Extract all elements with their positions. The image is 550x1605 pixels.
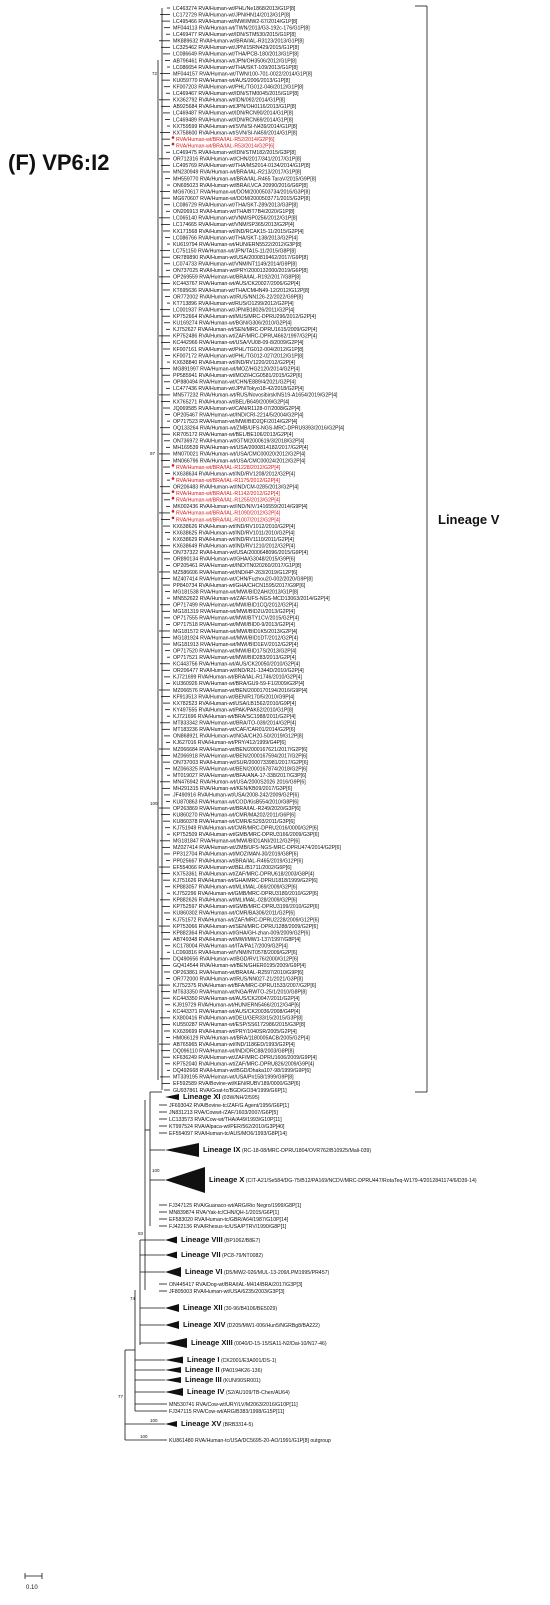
lineage-representatives: (BP1062/B8E7) [222,1238,261,1244]
taxon-label: OP205461 RVA/Human-wt/IND/TN020260/2017/G1P[8] [173,563,302,570]
collapsed-clade-triangle [165,1267,181,1277]
highlight-marker [172,136,175,139]
highlighted-taxon-label: RVA/Human-wt/BRA/IAL-R52/2014/G2P[6] [176,136,275,143]
taxon-label: PP840734 RVA/Human-wt/GHA/CHCN1595/2017/G9P[6] [173,582,306,589]
collapsed-clade-triangle [165,1252,177,1259]
lineage-representatives: (30-96/B4106/BE5029) [222,1306,278,1312]
lineage-name: Lineage XII [183,1303,223,1312]
taxon-label: KP752664 RVA/Human-wt/MUS/MRC-DPRU296/2012/G2P[4] [173,314,316,321]
bootstrap-value: 100 [150,801,158,806]
taxon-label: EF592589 RVA/Bovine-wt/KEN/RUBV189/0000/G3P[6] [173,1081,300,1088]
highlight-marker [172,143,175,146]
taxon-label: KF913513 RVA/Human-wt/BEN/R170/5/2010/G9P[4] [173,694,295,701]
highlighted-taxon-label: RVA/Human-wt/BRA/IAL-R1228/2012/G2P[4] [176,464,281,471]
taxon-label: KU619794 RVA/Human-wt/HUN/ERN5522/2012/G3P[8] [173,241,302,248]
taxon-label: KP752597 RVA/Human-wt/GMB/MRC-DPRU3199/2010/G2P[6] [173,904,319,911]
taxon-label: KT695636 RVA/Human-wt/THA/CMHN49-12/2012/G12P[8] [173,287,310,294]
taxon-label: MZ066576 RVA/Human-wt/BEN/2000170194/2016/G9P[4] [173,687,308,694]
collapsed-clade-triangle [165,1421,177,1427]
bootstrap-value: 100 [140,1434,148,1439]
collapsed-lineage-label [185,1267,329,1276]
taxon-label: KX171568 RVA/Human-wt/IND/RCAK15-11/2015/G2P[4] [173,228,304,235]
taxon-label: MG670607 RVA/Human-wt/DOM/2000503771/2015/G3P[8] [173,195,310,202]
taxon-label: GU937861 RVA/Goat-tc/BGD/GO34/1999/G6P[1] [173,1087,287,1094]
taxon-label: KC443350 RVA/Human-wt/AUS/CK20047/2011/G2P[4] [173,995,300,1002]
lineage-name: Lineage XV [181,1419,222,1428]
taxon-label: KX638840 RVA/Human-wt/IND/RV1220/2012/G2P[4] [173,359,295,366]
taxon-label: OR206477 RVA/Human-wt/IND/R21-1344D/2010/G2P[4] [173,668,304,675]
taxon-label: OP269559 RVA/Human-wt/BRA/IAL-R192/2017/G8P[8] [173,274,301,281]
taxon-label: LC469475 RVA/Human-wt/IDN/STM182/2015/G3P[8] [173,150,296,157]
taxon-label: KU860302 RVA/Human-wt/CMR/BA306/2011/G2P[6] [173,910,295,917]
lineage-representatives: (D5/MW2-026/MUL-13-209/LPM1995/PR457) [222,1270,330,1276]
taxon-label: JQ069585 RVA/Human-wt/CAN/R1128-07/2008/G2P[4] [173,405,301,412]
taxon-label: MH559770 RVA/Human-wt/BRA/IAL-R465 TaraV/2015/G9P[8] [173,176,317,183]
lineage-name: Lineage XIII [191,1338,233,1347]
collapsed-lineage-label [187,1387,290,1396]
taxon-label: KU860270 RVA/Human-wt/CMR/MA202/2011/G6P[6] [173,812,296,819]
lineage-name: Lineage XIV [183,1320,226,1329]
taxon-label: MG181924 RVA/Human-wt/MWI/BID1DT/2012/G2P[4] [173,635,298,642]
taxon-label: KU360926 RVA/Human-wt/BRA/GU9-59-F1/2009/G2P[4] [173,681,305,688]
taxon-label: KJ752375 RVA/Human-wt/BFA/MRC-DPRU1533/2007/G2P[6] [173,982,317,989]
taxon-label: OP717518 RVA/Human-wt/MWI/BID0-9/2013/G2P[4] [173,622,295,629]
collapsed-clade-triangle [165,1304,179,1312]
highlight-marker [172,464,175,467]
taxon-label: LC469477 RVA/Human-wt/IDN/STM530/2015/G1P[8] [173,32,296,39]
taxon-label: KF007203 RVA/Human-wt/PHL/TG012-046/2012/G1P[8] [173,84,304,91]
taxon-label: PP025667 RVA/Human-wt/BRA/IAL-R465/2019/G12P[6] [173,858,303,865]
taxon-label: KP883057 RVA/Human-wt/MLI/MAL-069/2009/G2P[6] [173,884,298,891]
collapsed-clade-triangle [165,1143,199,1157]
taxon-label: LC495466 RVA/Human-wt/MWI/MW2-67/2014/G1P[8] [173,18,298,25]
taxon-label: HM066129 RVA/Human-wt/BRA/1180005ACB/2005/G2P[4] [173,1035,310,1042]
taxon-label: OR206483 RVA/Human-wt/IND/CM-0285/2013/G2P[4] [173,484,299,491]
lineage-name: Lineage IX [203,1145,241,1154]
taxon-label: LC463274 RVA/Human-wt/PHL/Ne1868/2013/G1P[8] [173,5,296,12]
collapsed-lineage-label [187,1355,277,1364]
taxon-label: EF554066 RVA/Human-wt/BEL/B1711/2002/G6P[6] [173,864,292,871]
taxon-label: OR890134 RVA/Human-wt/GHA/G3048/2015/G9P[6] [173,556,296,563]
lineage-representatives: (PC8-79/NT0082) [220,1253,263,1259]
taxon-label: KC443756 RVA/Human-wt/AUS/CK20050/2010/G2P[4] [173,661,300,668]
lineage-name: Lineage VI [185,1267,223,1276]
collapsed-lineage-label [181,1419,253,1428]
taxon-label: KX800416 RVA/Human-wt/DEU/GER33/15/2015/G3P[8] [173,1015,303,1022]
taxon-label: KJ627016 RVA/Human-wt/PRY/412/1999/G4P[6] [173,740,286,747]
collapsed-lineage-label [183,1320,320,1329]
taxon-label: MG181913 RVA/Human-wt/MWI/BID1EV/2012/G2P[4] [173,641,298,648]
bootstrap-value: 77 [118,1394,124,1399]
taxon-label: MZ066325 RVA/Human-wt/BEN/2000167874/2018/G2P[6] [173,766,308,773]
taxon-label: LC086729 RVA/Human-wt/THA/SKT-289/2013/G3P[8] [173,202,298,209]
taxon-label: JF490916 RVA/Human-wt/USA/2008-242/2009/G2P[6] [173,792,299,799]
taxon-label: AB749348 RVA/Human-wt/MWI/MW1-137/1997/G8P[4] [173,936,301,943]
taxon-label: KP753066 RVA/Human-wt/SEN/MRC-DPRU1288/2009/G2P[6] [173,923,318,930]
taxon-label: KP752040 RVA/Human-wt/ZAF/MRC-DPRU826/2009/G9P[4] [173,1061,315,1068]
taxon-label: KT997524 RVA/Alpaca-wt/PER/562/2010/G3P[40] [169,1123,285,1130]
taxon-label: KX758600 RVA/Human-wt/SVN/SI-N459/2014/G1P[8] [173,130,298,137]
taxon-label: KX638649 RVA/Human-wt/IND/RV1210/2012/G2P[4] [173,543,295,550]
collapsed-clade-triangle [165,1167,205,1193]
panel-title: (F) VP6:I2 [8,150,110,175]
lineage-name: Lineage I [187,1355,220,1364]
taxon-label: LC477436 RVA/Human-wt/JPN/Tokyo18-42/2018/G2P[4] [173,386,304,393]
taxon-label: KP882364 RVA/Human-wt/GHA/GH-zhan-009/2009/G2P[6] [173,930,310,937]
lineage-representatives: (CK2001/E3A001/DS-1) [219,1358,277,1364]
lineage-representatives: (KUN/90SR001) [221,1378,261,1384]
taxon-label: MF044157 RVA/Human-wt/TWN/100-701-0022/2014/G1P[8] [173,71,313,78]
taxon-label: LC469487 RVA/Human-wt/IDN/RCN90/2014/G1P[8] [173,110,294,117]
taxon-label: KU861480 RVA/Human-tc/USA/DC5695-20-AO/1991/G1P[8] outgroup [169,1437,331,1444]
taxon-label: MZ407414 RVA/Human-wt/CHN/Fuzhou20-002/2020/G9P[8] [173,576,313,583]
taxon-label: KY497555 RVA/Human-wt/PAK/PAK62/2010/G1P[8] [173,707,294,714]
taxon-label: OP717555 RVA/Human-wt/MWI/BTY1CV/2015/G2P[4] [173,615,299,622]
taxon-label: KP882626 RVA/Human-wt/MLI/MAL-028/2009/G2P[6] [173,897,298,904]
taxon-label: LC325462 RVA/Human-wt/JPN/15RN429/2015/G1P[8] [173,45,299,52]
taxon-label: MZ586606 RVA/Human-wt/IND/HP-263/2019/G12P[6] [173,569,298,576]
taxon-label: LC065140 RVA/Human-wt/VNM/SP0256/2012/G1P[8] [173,215,298,222]
taxon-label: MN476942 RVA/Human-wt/USA/2000S2026 2016/G9P[6] [173,779,306,786]
taxon-label: MF044113 RVA/Human-wt/TWN/2013/G3-192c-176/G1P[8] [173,25,310,32]
taxon-label: LC751150 RVA/Human-wt/JPN/TA15-11/2015/G8P[8] [173,248,296,255]
collapsed-clade-triangle [165,1377,181,1383]
highlighted-taxon-label: RVA/Human-wt/BRA/IAL-R1255/2013/G2P[4] [176,497,281,504]
taxon-label: MT019027 RVA/Human-wt/BFA/ANA-17-338/2017/G3P[6] [173,773,307,780]
collapsed-clade-triangle [165,1357,183,1364]
taxon-label: KC442966 RVA/Human-wt/USA/VU08-09-8/2009/G2P[4] [173,340,304,347]
taxon-label: KX639699 RVA/Human-wt/PRY/1040SR/2005/G2P[4] [173,1028,297,1035]
taxon-label: MT633350 RVA/Human-wt/NGA/RWTO-25/1/2010/G8P[8] [173,989,307,996]
bootstrap-value: 100 [152,1168,160,1173]
scale-bar-label: 0.10 [26,1585,38,1591]
taxon-label: MG181572 RVA/Human-wt/MWI/BID1K5/2013/G2P[4] [173,628,298,635]
lineage-name: Lineage XI [183,1092,221,1101]
taxon-label: KX638634 RVA/Human-wt/IND/RV1208/2012/G2P[4] [173,471,295,478]
highlighted-taxon-label: RVA/Human-wt/BRA/IAL-R53/2014/G2P[6] [176,143,275,150]
lineage-representatives: (PA0194K26-136) [219,1368,263,1374]
lineage-representatives: (0040/D-15-15/SA11-N2/Dai-10/N17-46) [232,1341,327,1347]
taxon-label: MG891997 RVA/Human-wt/MOZ/HG2120/2014/G2P[4] [173,366,300,373]
taxon-label: MZ066684 RVA/Human-wt/BEN/2000167621/2017/G2P[6] [173,746,308,753]
taxon-label: KP752486 RVA/Human-wt/ZAF/MRC-DPRU4662/1997/G2P[4] [173,333,317,340]
collapsed-lineage-label [185,1375,261,1384]
collapsed-lineage-label [185,1365,262,1374]
collapsed-lineage-label [191,1338,327,1347]
taxon-label: KJ752627 RVA/Human-wt/SEN/MRC-DPRU1615/2009/G2P[4] [173,327,317,334]
taxon-label: OR772002 RVA/Human-wt/RUS/NN126-22/2022/G9P[8] [173,294,303,301]
taxon-label: ON695023 RVA/Human-wt/BRA/LVCA 20990/2016/G6P[8] [173,182,308,189]
taxon-label: KF636249 RVA/Human-wt/ZAF/MRC-DPRU1606/2009/G9P[4] [173,1055,317,1062]
collapsed-lineage-label [181,1235,260,1244]
taxon-label: MK002436 RVA/Human-wt/IND/NIV/1416559/2014/G9P[4] [173,504,308,511]
taxon-label: AB765965 RVA/Human-wt/IND/1186ED/1993/G2P[4] [173,1041,295,1048]
taxon-label: ON737322 RVA/Human-wt/USA/2000648096/2015/G9P[4] [173,550,308,557]
taxon-label: AB925684 RVA/Human-wt/JPN/OH0116/2013/G1P[8] [173,104,297,111]
lineage-representatives: (RC-18-08/MRC-DPRU1804/OVR762/B10925/Mali-039) [240,1148,372,1154]
taxon-label: DQ490656 RVA/Human-wt/BGD/RV176/2000/G12P[6] [173,956,299,963]
taxon-label: KR705172 RVA/Human-wt/BEL/BE106/2013/G2P[4] [173,432,294,439]
taxon-label: MN552622 RVA/Human-wt/ZAF/UFS-NGS-MCD13063/2014/G2P[4] [173,595,330,602]
taxon-label: MN577232 RVA/Human-wt/RUS/Novosibirsk/NS19-A1654/2019/G2P[4] [173,392,338,399]
bootstrap-value: 100 [150,1418,158,1423]
collapsed-lineage-label [209,1175,477,1184]
highlighted-taxon-label: RVA/Human-wt/BRA/IAL-R1090/2012/G2P[4] [176,510,281,517]
bootstrap-value: 72 [152,71,158,76]
taxon-label: MG181319 RVA/Human-wt/MWI/BID2U/2013/G2P[4] [173,609,295,616]
taxon-label: OP717523 RVA/Human-wt/MWI/BID2QF/2014/G2P[4] [173,418,298,425]
taxon-label: KC178004 RVA/Human-wt/ITA/PA17/2009/G2P[4] [173,943,288,950]
taxon-label: OP263869 RVA/Human-wt/BRA/IAL-R249/2020/G3P[6] [173,805,301,812]
bootstrap-value: 97 [150,451,156,456]
collapsed-lineage-label [181,1250,263,1259]
taxon-label: OP717520 RVA/Human-wt/MWI/BID17S/2013/G2P[4] [173,648,297,655]
collapsed-lineage-label [203,1145,371,1154]
taxon-label: KJ752296 RVA/Human-wt/GMB/MRC-DPRU3180/2010/G2P[6] [173,891,319,898]
taxon-label: OP717521 RVA/Human-wt/MWI/BID283/2013/G2P[4] [173,655,296,661]
taxon-label: DQ492668 RVA/Human-wt/BGD/Dhaka107-98/1999/G9P[6] [173,1068,311,1075]
taxon-label: KJ721696 RVA/Human-wt/BRA/SC1988/2011/G2P[4] [173,714,296,721]
taxon-label: KU860378 RVA/Human-wt/CMR/ES293/2011/G3P[6] [173,818,295,825]
taxon-label: KX362792 RVA/Human-wt/IDN/092/2014/G1P[8] [173,97,285,104]
lineage-v-label: Lineage V [438,512,500,527]
taxon-label: ON868921 RVA/Human-wt/NGA/CH20-50/2019/G12P[8] [173,733,304,740]
taxon-label: KX638625 RVA/Human-wt/IND/RV1011/2010/G2P[4] [173,530,295,537]
taxon-label: MZ027414 RVA/Human-wt/ZMB/UFS-NGS-MRC-DPRU474/2014/G2P[6] [173,845,341,852]
taxon-label: MN230949 RVA/Human-wt/BRA/IAL-R213/2017/G1P[8] [173,169,302,176]
taxon-label: MH169539 RVA/Human-wt/USA/2000814182/2017/G2P[4] [173,445,309,452]
taxon-label: KC443767 RVA/Human-wt/AUS/CK20027/2006/G2P[4] [173,281,300,288]
taxon-label: LC086766 RVA/Human-wt/THA/SKT-138/2013/G2P[4] [173,235,298,242]
taxon-label: LC133573 RVA/Cow-wt/THA/A49/1993/G10P[11] [169,1116,282,1123]
taxon-label: MG181538 RVA/Human-wt/MWI/BID2AH/2013/G1P[8] [173,589,299,596]
taxon-label: KT713896 RVA/Human-wt/RUS/O1299/2012/G2P[4] [173,300,294,307]
collapsed-clade-triangle [165,1388,183,1396]
taxon-label: KX782523 RVA/Human-wt/USA/LB1562/2010/G9P[4] [173,700,296,707]
taxon-label: KU870863 RVA/Human-wt/COD/KisB554/2010/G8P[6] [173,799,299,806]
taxon-label: OP205467 RVA/Human-wt/IND/CRI-2214/5/2004/G2P[4] [173,412,304,419]
taxon-label: KX753361 RVA/Human-wt/ZAF/MRC-DPRU618/2003/G8P[4] [173,871,315,878]
taxon-label: KX638626 RVA/Human-wt/IND/RV1012/2010/G2P[4] [173,523,295,530]
taxon-label: ON736972 RVA/Human-wt/GTM/2000619/3/2018/G2P[4] [173,438,305,445]
taxon-label: DQ096110 RVA/Human-wt/IND/DRC88/2003/G8P[8] [173,1048,294,1055]
taxon-label: LC469467 RVA/Human-wt/IDN/STM0045/2015/G1P[8] [173,91,299,98]
taxon-label: OR772000 RVA/Human-wt/RUS/NN027-21/2021/G3P[8] [173,976,303,983]
lineage-representatives: (BRB3314-5) [221,1422,254,1428]
taxon-label: OP263861 RVA/Human-wt/BRA/IAL-R2597/2010/G9P[6] [173,969,304,976]
taxon-label: ON737025 RVA/Human-wt/PRY/2000132000/2019/G6P[8] [173,268,308,275]
taxon-label: KC443371 RVA/Human-wt/AUS/CK20036/2008/G4P[4] [173,1009,300,1016]
taxon-label: LC086654 RVA/Human-wt/THA/SKT-109/2013/G1P[8] [173,64,298,71]
taxon-label: KF007161 RVA/Human-wt/PHL/TG012-004/2012/G1P[8] [173,346,304,353]
highlight-marker [172,517,175,520]
taxon-label: OQ133264 RVA/Human-wt/ZMB/UFS-NGS-MRC-DPRU9393/2016/G2P[4] [173,425,345,432]
lineage-name: Lineage II [185,1365,220,1374]
highlight-marker [172,477,175,480]
lineage-name: Lineage X [209,1175,245,1184]
taxon-label: MG181847 RVA/Human-wt/MWI/BID1ANI/2012/G2P[6] [173,838,300,845]
highlight-marker [172,497,175,500]
taxon-label: KJ721699 RVA/Human-wt/BRA/IAL-R1746/2010/G2P[4] [173,674,302,681]
highlight-marker [172,510,175,513]
taxon-label: MN066796 RVA/Human-wt/USA/CMC00024/2012/G2P[4] [173,458,306,465]
taxon-label: LC469489 RVA/Human-wt/IDN/RCN69/2014/G1P[8] [173,117,294,124]
taxon-label: KP752509 RVA/Human-wt/GMB/MRC-DPRU3166/2009/G3P[6] [173,832,319,839]
taxon-label: MH291315 RVA/Human-wt/KEN/KB09/2017/G3P[6] [173,786,292,793]
taxon-label: LC086649 RVA/Human-wt/THA/PCB-180/2013/G1P[8] [173,51,299,58]
taxon-label: ON737003 RVA/Human-wt/SUR/2000733981/2017/G2P[6] [173,759,309,766]
lineage-name: Lineage VII [181,1250,221,1259]
taxon-label: KX759599 RVA/Human-wt/SVN/SI-N439/2014/G1P[8] [173,123,298,130]
bootstrap-value: 74 [130,1296,136,1301]
taxon-label: ON206913 RVA/Human-wt/THA/BT7B4/2020/G1P[8] [173,209,295,216]
collapsed-clade-triangle [165,1237,177,1244]
taxon-label: OR789890 RVA/Human-wt/USA/2000819462/2017/G9P[8] [173,254,308,261]
highlight-marker [172,490,175,493]
taxon-label: FJ347125 RVA/Guanaco-wt/ARG/Rio Negro/1999/G8P[1] [169,1202,302,1209]
taxon-label: JN831213 RVA/Cowwt-/ZAF/1603/2007/G6P[5] [169,1109,278,1116]
taxon-label: KJ919729 RVA/Human-wt/HUN/ERN5466/2012/G4P[6] [173,1002,301,1009]
collapsed-lineage-label [183,1303,277,1312]
bootstrap-value: 93 [138,1231,144,1236]
taxon-label: LC060816 RVA/Human-wt/VNM/NT0578/2009/G2P[6] [173,950,298,957]
taxon-label: KF007172 RVA/Human-wt/PHL/TG012-027/2012/G1P[8] [173,353,304,360]
taxon-label: FJ347115 RVA/Cow-wt/ARG/B383/1998/G15P[11] [169,1408,285,1415]
taxon-label: MN070021 RVA/Human-wt/USA/CMC00020/2012/G2P[4] [173,451,306,458]
taxon-label: PP585941 RVA/Human-wt/MOZ/HCG0581/2015/G2P[6] [173,373,302,380]
taxon-label: LC174665 RVA/Human-wt/VNM/SP365/2013/G2P[4] [173,222,295,229]
taxon-label: MG670617 RVA/Human-wt/DOM/2000503734/2016/G3P[8] [173,189,310,196]
collapsed-clade-triangle [165,1321,179,1329]
lineage-name: Lineage III [185,1375,222,1384]
taxon-label: KX765271 RVA/Human-wt/BEL/B649/2009/G2P[4] [173,399,290,406]
taxon-label: KJ751626 RVA/Human-wt/GHA/MRC-DPRU1818/1999/G2P[6] [173,877,318,884]
taxon-label: KU059770 RVA/Human-wt/AUS/2006/2013/G1P[8] [173,77,290,84]
lineage-representatives: (CIT-A21/Se584/DG-75/B12/PA169/NCDV/MRC-DPRU447/RotaTeq-W179-4/2012841174/6/D39-14) [244,1178,477,1184]
taxon-label: MN530741 RVA/Cow-wt/URY/LV/M2063/2016/G10P[11] [169,1401,298,1408]
lineage-name: Lineage IV [187,1387,225,1396]
taxon-label: LC172729 RVA/Human-wt/JPN/HN14/2013/G1P[8] [173,12,291,19]
taxon-label: PP312704 RVA/Human-wt/MOZ/MAN-30/2019/G8P[6] [173,851,298,858]
highlighted-taxon-label: RVA/Human-wt/BRA/IAL-R1175/2012/G2P[4] [176,477,280,484]
taxon-label: MT833342 RVA/Human-wt/BRA/TO-039/2014/G2P[4] [173,720,297,727]
taxon-label: KU169274 RVA/Human-wt/BGN/G306/2010/G2P[4] [173,320,292,327]
lineage-representatives: (S2/AU109/TB-Chen/AU64) [224,1390,290,1396]
taxon-label: MT183236 RVA/Human-wt/CAF/CAR01/2014/G2P[6] [173,727,296,734]
highlighted-taxon-label: RVA/Human-wt/BRA/IAL-R1142/2012/G2P[4] [176,491,280,498]
taxon-label: MK889632 RVA/Human-wt/BRA/IAL-R3123/2013/G1P[8] [173,38,304,45]
taxon-label: MN839874 RVA/Yak-tc/CHN/QH-1/2015/G6P[1] [169,1209,279,1216]
taxon-label: MT339195 RVA/Human-wt/USA/Pn158/1999/G9P[8] [173,1074,294,1081]
taxon-label: EF583020 RVA/Human-tc/GBR/A64/1987/G10P[14] [169,1216,289,1223]
taxon-label: KX638629 RVA/Human-wt/IND/RV1110/2011/G2P[4] [173,536,294,543]
taxon-label: KJ751949 RVA/Human-wt/CMR/MRC-DPRU2016/0000/G2P[6] [173,825,319,832]
taxon-label: OR712316 RVA/Human-wt/CHN/2017/341/2017/G1P[8] [173,156,302,163]
collapsed-clade-triangle [165,1094,179,1100]
taxon-label: LC495769 RVA/Human-wt/THA/MS2014-0134/2014/G1P[8] [173,163,311,170]
taxon-label: KU550287 RVA/Human-wt/ESP/SS6172986/2015/G3P[8] [173,1022,306,1029]
taxon-label: JF805003 RVA/Human-wt/USA/6235/2003/G3P[3] [169,1288,285,1295]
taxon-label: OP880494 RVA/Human-wt/CHN/E889/4/2021/G2P[4] [173,379,296,386]
lineage-representatives: (D205/MW1-006/Hun5/NGRBg8/BA222) [225,1323,320,1329]
collapsed-clade-triangle [165,1367,181,1373]
taxon-label: LC001937 RVA/Human-wt/JPN/B18026/2011/G2P[4] [173,307,295,314]
taxon-label: OP717499 RVA/Human-wt/MWI/BID1CQ/2012/G2P[4] [173,602,298,609]
highlighted-taxon-label: RVA/Human-wt/BRA/IAL-R1007/2012/G2P[4] [176,517,281,524]
lineage-name: Lineage VIII [181,1235,223,1244]
lineage-representatives: (03W/NH/2/595) [220,1095,260,1101]
collapsed-clade-triangle [165,1338,187,1348]
taxon-label: LC074733 RVA/Human-wt/VNM/NT1149/2014/G9P[8] [173,261,297,268]
taxon-label: JF693042 RVA/Bovine-tc/ZAF/G Agent/1956/G6P[1] [169,1102,289,1109]
taxon-label: GQ414544 RVA/Human-wt/BEN/GHER0195/2009/G9P[4] [173,963,306,970]
taxon-label: EF554097 RVA/Human-tc/AUS/MO6/1993/G8P[14] [169,1130,287,1137]
taxon-label: AB796461 RVA/Human-wt/JPN/OH3506/2012/G1P[8] [173,58,297,65]
taxon-label: MZ066918 RVA/Human-wt/BEN/2000167594/2017/G2P[6] [173,753,308,760]
taxon-label: FJ422136 RVA/Rhesus-tc/USA/PTRV/1990/G8P[1] [169,1223,287,1230]
taxon-label: KJ751572 RVA/Human-wt/ZAF/MRC-DPRU2228/2009/G12P[6] [173,917,319,924]
taxon-label: ON445417 RVA/Dog-wt/BRA/IAL-M414/BRA/2017/G3P[3] [169,1281,303,1288]
